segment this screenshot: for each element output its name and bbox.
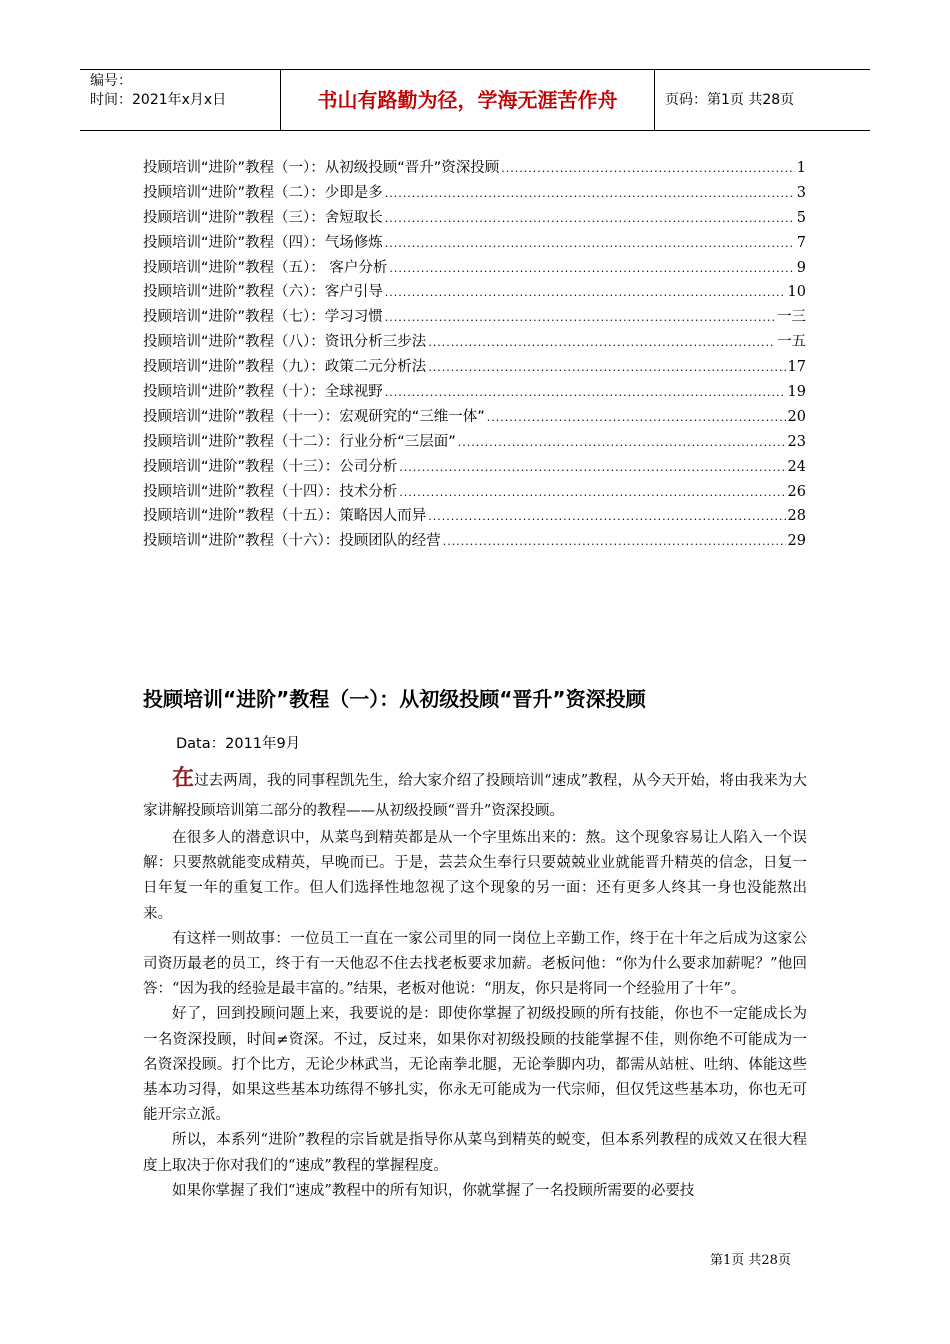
- toc-entry-page: 9: [796, 259, 806, 276]
- toc-entry-title: 投顾培训“进阶”教程（十四）：技术分析: [143, 483, 398, 500]
- toc-entry-title: 投顾培训“进阶”教程（一）：从初级投顾“晋升”资深投顾: [143, 160, 500, 176]
- toc-leader-dots: [385, 212, 795, 225]
- toc-entry-title: 投顾培训“进阶”教程（七）：学习习惯: [143, 309, 383, 326]
- toc-entry-page: 23: [787, 433, 806, 450]
- toc-entry-page: 20: [787, 408, 806, 425]
- toc-entry-page: 5: [796, 209, 806, 226]
- toc-entry-page: 24: [787, 458, 806, 475]
- header-time-label: 时间：2021年x月x日: [90, 92, 227, 108]
- page-footer: 第1页 共28页: [710, 1253, 791, 1268]
- toc-entry[interactable]: [143, 529, 806, 554]
- article-date: Data：2011年9月: [176, 736, 301, 752]
- toc-entry-page: 19: [787, 384, 806, 401]
- toc-leader-dots: [399, 461, 785, 474]
- article-paragraph: 如果你掌握了我们“速成”教程中的所有知识，你就掌握了一名投顾所需要的必要技: [172, 1182, 695, 1199]
- toc-leader-dots: [399, 486, 785, 499]
- toc-entry[interactable]: [143, 156, 806, 181]
- toc-entry[interactable]: [143, 455, 806, 480]
- toc-entry[interactable]: [143, 305, 806, 330]
- toc-entry[interactable]: [143, 430, 806, 455]
- toc-entry[interactable]: [143, 380, 806, 405]
- toc-entry-title: 投顾培训“进阶”教程（十五）：策略因人而异: [143, 508, 427, 525]
- toc-leader-dots: [385, 311, 775, 324]
- drop-cap: 在: [172, 766, 195, 791]
- first-paragraph-text: 过去两周，我的同事程凯先生，给大家介绍了投顾培训“速成”教程，从今天开始，将由我来为大家讲解投顾培训第二部分的教程——从初级投顾“晋升”资深投顾。: [143, 773, 807, 819]
- toc-entry-title: 投顾培训“进阶”教程（三）：舍短取长: [143, 209, 383, 226]
- toc-entry-title: 投顾培训“进阶”教程（四）：气场修炼: [143, 234, 383, 251]
- toc-leader-dots: [428, 510, 785, 523]
- article-paragraph: 好了，回到投顾问题上来，我要说的是：即使你掌握了初级投顾的所有技能，你也不一定能成长为一名资深投顾，时间≠资深。不过，反过来，如果你对初级投顾的技能掌握不佳，则你绝不可能成为一名资深投顾。打个比方，无论少林武当，无论南拳北腿，无论拳脚内功，都需从站桩、吐纳、体能这些基本功习得，如果这些基本功练得不够扎实，你永无可能成为一代宗师，但仅凭这些基本功，你也无可能开宗立派。: [143, 1006, 807, 1124]
- toc-entry-page: 17: [787, 359, 806, 376]
- toc-entry-page: 28: [787, 508, 806, 525]
- toc-entry-title: 投顾培训“进阶”教程（五）： 客户分析: [143, 259, 388, 276]
- toc-entry-page: 3: [796, 184, 806, 201]
- toc-entry-page: 10: [787, 284, 806, 301]
- toc-entry-title: 投顾培训“进阶”教程（十二）：行业分析“三层面”: [143, 433, 456, 450]
- toc-entry-title: 投顾培训“进阶”教程（二）：少即是多: [143, 184, 383, 201]
- toc-entry-title: 投顾培训“进阶”教程（十）：全球视野: [143, 384, 383, 401]
- toc-entry-title: 投顾培训“进阶”教程（六）：客户引导: [143, 284, 383, 301]
- article-title: 投顾培训“进阶”教程（一）：从初级投顾“晋升”资深投顾: [143, 687, 646, 711]
- header-number-label: 编号：: [90, 73, 132, 89]
- article-paragraph: 所以，本系列“进阶”教程的宗旨就是指导你从菜鸟到精英的蜕变，但本系列教程的成效又在很大程度上取决于你对我们的“速成”教程的掌握程度。: [143, 1132, 807, 1174]
- toc-entry[interactable]: [143, 504, 806, 529]
- toc-entry[interactable]: [143, 355, 806, 380]
- toc-leader-dots: [501, 162, 794, 175]
- article-paragraph: 有这样一则故事：一位员工一直在一家公司里的同一岗位上辛勤工作，终于在十年之后成为这家公司资历最老的员工，终于有一天他忍不住去找老板要求加薪。老板问他：“你为什么要求加薪呢？”他回答：“因为我的经验是最丰富的。”结果，老板对他说：“朋友，你只是将同一个经验用了十年”。: [143, 930, 807, 998]
- toc-leader-dots: [487, 411, 786, 424]
- article-paragraph: 在很多人的潜意识中，从菜鸟到精英都是从一个字里炼出来的：熬。这个现象容易让人陷入一个误解：只要熬就能变成精英，早晚而已。于是，芸芸众生奉行只要兢兢业业就能晋升精英的信念，日复一日年复一年的重复工作。但人们选择性地忽视了这个现象的另一面：还有更多人终其一身也没能熬出来。: [143, 830, 807, 922]
- toc-leader-dots: [443, 535, 786, 548]
- toc-entry[interactable]: [143, 480, 806, 505]
- toc-entry-page: 一三: [777, 309, 806, 326]
- toc-entry[interactable]: [143, 280, 806, 305]
- toc-entry-page: 29: [787, 533, 806, 550]
- toc-entry[interactable]: [143, 231, 806, 256]
- toc-leader-dots: [385, 237, 795, 250]
- toc-leader-dots: [385, 187, 795, 200]
- toc-entry-page: 一五: [777, 334, 806, 351]
- toc-entry-title: 投顾培训“进阶”教程（九）：政策二元分析法: [143, 359, 427, 376]
- toc-entry[interactable]: [143, 405, 806, 430]
- toc-entry-page: 26: [787, 483, 806, 500]
- header-meta: [80, 70, 281, 130]
- toc-entry-title: 投顾培训“进阶”教程（十三）：公司分析: [143, 458, 398, 475]
- toc-entry[interactable]: [143, 181, 806, 206]
- toc-leader-dots: [385, 386, 786, 399]
- page-header: [80, 69, 870, 131]
- article-body: [143, 764, 807, 1204]
- header-motto: 书山有路勤为径，学海无涯苦作舟: [281, 70, 655, 130]
- toc-entry-page: 7: [796, 234, 806, 251]
- toc-entry[interactable]: [143, 206, 806, 231]
- toc-entry-title: 投顾培训“进阶”教程（十六）：投顾团队的经营: [143, 533, 441, 550]
- article-first-paragraph: [143, 764, 807, 826]
- toc-leader-dots: [428, 336, 775, 349]
- toc-leader-dots: [428, 361, 785, 374]
- toc-entry[interactable]: [143, 256, 806, 281]
- toc-entry-title: 投顾培训“进阶”教程（十一）：宏观研究的“三维一体”: [143, 408, 485, 425]
- header-page-label: 页码：第1页 共28页: [665, 92, 795, 108]
- table-of-contents: [143, 156, 806, 554]
- toc-leader-dots: [385, 286, 786, 299]
- toc-entry-page: 1: [796, 160, 806, 176]
- toc-leader-dots: [389, 262, 794, 275]
- toc-leader-dots: [458, 436, 786, 449]
- toc-entry-title: 投顾培训“进阶”教程（八）：资讯分析三步法: [143, 334, 427, 351]
- toc-entry[interactable]: [143, 330, 806, 355]
